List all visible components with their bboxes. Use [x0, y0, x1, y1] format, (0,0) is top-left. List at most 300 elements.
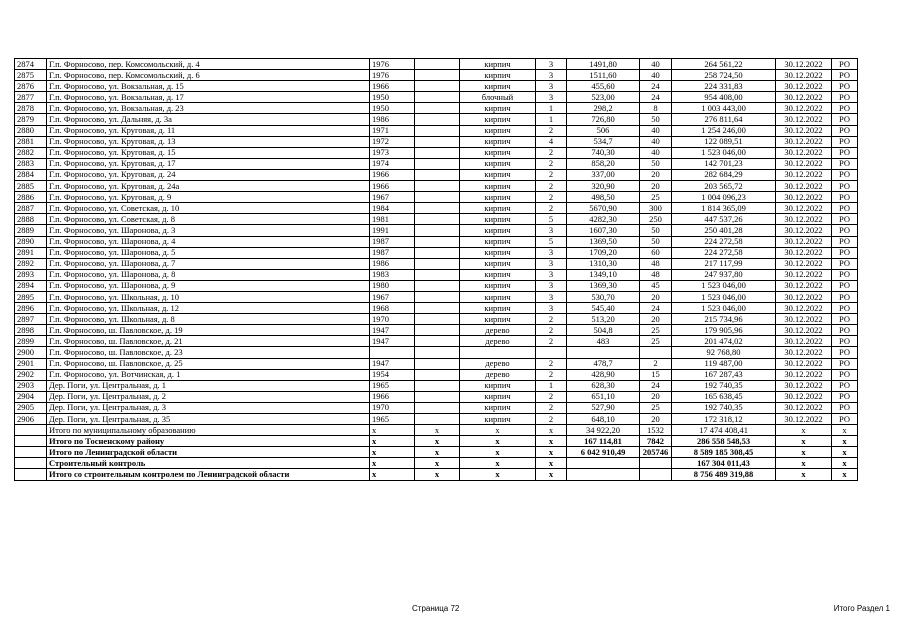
- cell-material: кирпич: [460, 147, 536, 158]
- cell-date: 30.12.2022: [776, 147, 832, 158]
- cell-area: 167 114,81: [567, 436, 640, 447]
- cell-address: Г.п. Форносово, пер. Комсомольский, д. 6: [47, 70, 370, 81]
- cell-cost: 258 724,50: [672, 70, 776, 81]
- cell-date: x: [776, 447, 832, 458]
- cell-type: РО: [832, 380, 858, 391]
- cell-extra: [415, 81, 460, 92]
- cell-year: 1971: [370, 125, 415, 136]
- cell-address: Г.п. Форносово, ул. Школьная, д. 10: [47, 291, 370, 302]
- cell-extra: [415, 136, 460, 147]
- cell-type: РО: [832, 414, 858, 425]
- cell-material: кирпич: [460, 136, 536, 147]
- cell-material: кирпич: [460, 70, 536, 81]
- cell-address: Г.п. Форносово, ул. Круговая, д. 11: [47, 125, 370, 136]
- cell-extra: [415, 103, 460, 114]
- cell-extra: [415, 291, 460, 302]
- cell-area: 1491,80: [567, 59, 640, 70]
- cell-residents: 48: [640, 269, 672, 280]
- cell-date: 30.12.2022: [776, 125, 832, 136]
- cell-date: 30.12.2022: [776, 203, 832, 214]
- cell-area: 298,2: [567, 103, 640, 114]
- cell-number: 2892: [15, 258, 47, 269]
- cell-residents: 250: [640, 214, 672, 225]
- cell-residents: 24: [640, 92, 672, 103]
- cell-number: 2891: [15, 247, 47, 258]
- cell-cost: 167 287,43: [672, 369, 776, 380]
- cell-area: 523,00: [567, 92, 640, 103]
- cell-type: x: [832, 458, 858, 469]
- cell-cost: 247 937,80: [672, 269, 776, 280]
- section-label: Итого Раздел 1: [833, 604, 890, 613]
- cell-date: 30.12.2022: [776, 258, 832, 269]
- cell-area: 34 922,20: [567, 425, 640, 436]
- cell-floors: 5: [536, 214, 567, 225]
- cell-type: РО: [832, 325, 858, 336]
- cell-type: РО: [832, 192, 858, 203]
- cell-floors: 2: [536, 192, 567, 203]
- cell-address: Г.п. Форносово, ул. Вокзальная, д. 17: [47, 92, 370, 103]
- cell-year: 1967: [370, 291, 415, 302]
- cell-address: Г.п. Форносово, ул. Шаронова, д. 5: [47, 247, 370, 258]
- cell-number: 2901: [15, 358, 47, 369]
- cell-number: 2894: [15, 280, 47, 291]
- cell-type: РО: [832, 225, 858, 236]
- cell-cost: 192 740,35: [672, 402, 776, 413]
- table-row: [15, 125, 858, 136]
- cell-material: кирпич: [460, 103, 536, 114]
- cell-extra: [415, 247, 460, 258]
- cell-type: x: [832, 425, 858, 436]
- cell-date: x: [776, 436, 832, 447]
- cell-type: РО: [832, 125, 858, 136]
- cell-address: Г.п. Форносово, ул. Советская, д. 8: [47, 214, 370, 225]
- cell-residents: 8: [640, 103, 672, 114]
- cell-cost: 179 905,96: [672, 325, 776, 336]
- cell-floors: 2: [536, 358, 567, 369]
- cell-number: 2877: [15, 92, 47, 103]
- cell-floors: 3: [536, 303, 567, 314]
- cell-date: x: [776, 469, 832, 480]
- cell-material: кирпич: [460, 258, 536, 269]
- table-row: [15, 225, 858, 236]
- cell-material: кирпич: [460, 291, 536, 302]
- cell-date: 30.12.2022: [776, 325, 832, 336]
- cell-floors: x: [536, 469, 567, 480]
- cell-floors: x: [536, 447, 567, 458]
- cell-floors: 2: [536, 402, 567, 413]
- cell-extra: [415, 125, 460, 136]
- cell-floors: 2: [536, 169, 567, 180]
- cell-type: РО: [832, 169, 858, 180]
- table-row: [15, 347, 858, 358]
- cell-extra: [415, 147, 460, 158]
- cell-residents: 40: [640, 70, 672, 81]
- cell-type: РО: [832, 369, 858, 380]
- cell-floors: 3: [536, 280, 567, 291]
- cell-cost: 203 565,72: [672, 181, 776, 192]
- cell-address: Г.п. Форносово, пер. Комсомольский, д. 4: [47, 59, 370, 70]
- cell-number: 2875: [15, 70, 47, 81]
- cell-floors: 1: [536, 380, 567, 391]
- cell-material: кирпич: [460, 402, 536, 413]
- cell-number: 2895: [15, 291, 47, 302]
- cell-cost: 201 474,02: [672, 336, 776, 347]
- cell-material: дерево: [460, 325, 536, 336]
- cell-date: 30.12.2022: [776, 81, 832, 92]
- cell-extra: x: [415, 447, 460, 458]
- cell-cost: 954 408,00: [672, 92, 776, 103]
- cell-date: 30.12.2022: [776, 314, 832, 325]
- cell-address: Г.п. Форносово, ул. Шаронова, д. 9: [47, 280, 370, 291]
- cell-area: 648,10: [567, 414, 640, 425]
- cell-number: 2900: [15, 347, 47, 358]
- cell-extra: [415, 158, 460, 169]
- cell-extra: [415, 181, 460, 192]
- cell-residents: 40: [640, 136, 672, 147]
- table-row: [15, 336, 858, 347]
- table-row: [15, 425, 858, 436]
- cell-cost: 1 523 046,00: [672, 280, 776, 291]
- cell-date: 30.12.2022: [776, 136, 832, 147]
- cell-extra: [415, 303, 460, 314]
- table-row: [15, 103, 858, 114]
- cell-date: 30.12.2022: [776, 70, 832, 81]
- cell-type: РО: [832, 59, 858, 70]
- cell-floors: x: [536, 425, 567, 436]
- cell-type: РО: [832, 136, 858, 147]
- cell-type: РО: [832, 103, 858, 114]
- cell-floors: 2: [536, 414, 567, 425]
- cell-material: кирпич: [460, 59, 536, 70]
- cell-material: x: [460, 425, 536, 436]
- cell-floors: 2: [536, 325, 567, 336]
- cell-area: 1607,30: [567, 225, 640, 236]
- cell-floors: 2: [536, 314, 567, 325]
- cell-year: 1986: [370, 258, 415, 269]
- cell-address: Г.п. Форносово, ул. Круговая, д. 15: [47, 147, 370, 158]
- cell-year: 1991: [370, 225, 415, 236]
- cell-year: 1967: [370, 192, 415, 203]
- cell-type: РО: [832, 114, 858, 125]
- cell-date: 30.12.2022: [776, 181, 832, 192]
- cell-area: 1511,60: [567, 70, 640, 81]
- cell-cost: 167 304 011,43: [672, 458, 776, 469]
- cell-date: 30.12.2022: [776, 225, 832, 236]
- cell-date: x: [776, 458, 832, 469]
- cell-cost: 1 004 096,23: [672, 192, 776, 203]
- cell-year: 1970: [370, 314, 415, 325]
- cell-type: РО: [832, 391, 858, 402]
- cell-cost: 1 523 046,00: [672, 147, 776, 158]
- cell-material: [460, 347, 536, 358]
- cell-floors: 3: [536, 258, 567, 269]
- cell-type: РО: [832, 214, 858, 225]
- cell-address: Дер. Поги, ул. Центральная, д. 2: [47, 391, 370, 402]
- cell-residents: 300: [640, 203, 672, 214]
- cell-year: 1976: [370, 59, 415, 70]
- cell-year: 1954: [370, 369, 415, 380]
- cell-type: РО: [832, 181, 858, 192]
- cell-residents: 48: [640, 258, 672, 269]
- cell-year: 1974: [370, 158, 415, 169]
- cell-date: 30.12.2022: [776, 402, 832, 413]
- cell-address: Итого по Тосненскому району: [47, 436, 370, 447]
- cell-year: 1987: [370, 236, 415, 247]
- cell-area: 428,90: [567, 369, 640, 380]
- cell-address: Г.п. Форносово, ш. Павловское, д. 25: [47, 358, 370, 369]
- cell-extra: [415, 358, 460, 369]
- cell-cost: 250 401,28: [672, 225, 776, 236]
- table-row: [15, 458, 858, 469]
- cell-number: 2899: [15, 336, 47, 347]
- cell-residents: 40: [640, 125, 672, 136]
- cell-year: 1987: [370, 247, 415, 258]
- cell-year: 1966: [370, 169, 415, 180]
- cell-floors: 2: [536, 336, 567, 347]
- cell-material: кирпич: [460, 203, 536, 214]
- cell-extra: [415, 414, 460, 425]
- cell-residents: 25: [640, 192, 672, 203]
- cell-material: дерево: [460, 369, 536, 380]
- table-row: [15, 414, 858, 425]
- cell-extra: [415, 391, 460, 402]
- cell-date: 30.12.2022: [776, 269, 832, 280]
- cell-address: Г.п. Форносово, ул. Шаронова, д. 7: [47, 258, 370, 269]
- cell-address: Г.п. Форносово, ул. Круговая, д. 24а: [47, 181, 370, 192]
- cell-type: РО: [832, 70, 858, 81]
- cell-address: Г.п. Форносово, ул. Круговая, д. 17: [47, 158, 370, 169]
- cell-extra: [415, 59, 460, 70]
- cell-number: 2881: [15, 136, 47, 147]
- cell-year: 1980: [370, 280, 415, 291]
- cell-material: кирпич: [460, 192, 536, 203]
- cell-number: 2885: [15, 181, 47, 192]
- cell-residents: 7842: [640, 436, 672, 447]
- cell-area: 6 042 910,49: [567, 447, 640, 458]
- cell-area: 478,7: [567, 358, 640, 369]
- cell-residents: 45: [640, 280, 672, 291]
- table-row: [15, 236, 858, 247]
- table-row: [15, 447, 858, 458]
- cell-extra: [415, 92, 460, 103]
- cell-date: 30.12.2022: [776, 291, 832, 302]
- cell-date: 30.12.2022: [776, 158, 832, 169]
- cell-date: 30.12.2022: [776, 92, 832, 103]
- cell-date: 30.12.2022: [776, 103, 832, 114]
- cell-residents: 24: [640, 81, 672, 92]
- cell-number: 2883: [15, 158, 47, 169]
- cell-type: РО: [832, 280, 858, 291]
- housing-registry-table: [14, 58, 858, 481]
- cell-type: РО: [832, 336, 858, 347]
- cell-address: Г.п. Форносово, ул. Круговая, д. 24: [47, 169, 370, 180]
- cell-year: 1970: [370, 402, 415, 413]
- cell-number: 2904: [15, 391, 47, 402]
- cell-address: Строительный контроль: [47, 458, 370, 469]
- cell-number: [15, 436, 47, 447]
- cell-area: 1709,20: [567, 247, 640, 258]
- cell-type: РО: [832, 303, 858, 314]
- cell-number: 2882: [15, 147, 47, 158]
- cell-cost: 282 684,29: [672, 169, 776, 180]
- cell-year: x: [370, 447, 415, 458]
- cell-address: Г.п. Форносово, ул. Дальняя, д. 3а: [47, 114, 370, 125]
- cell-number: [15, 458, 47, 469]
- cell-date: 30.12.2022: [776, 303, 832, 314]
- cell-floors: 3: [536, 291, 567, 302]
- cell-extra: [415, 114, 460, 125]
- cell-date: x: [776, 425, 832, 436]
- cell-year: 1966: [370, 81, 415, 92]
- cell-type: x: [832, 447, 858, 458]
- table-row: [15, 214, 858, 225]
- cell-residents: 24: [640, 303, 672, 314]
- cell-residents: 25: [640, 402, 672, 413]
- cell-floors: 2: [536, 369, 567, 380]
- table-row: [15, 92, 858, 103]
- cell-number: 2888: [15, 214, 47, 225]
- cell-area: 1349,10: [567, 269, 640, 280]
- cell-type: x: [832, 469, 858, 480]
- cell-area: 1310,30: [567, 258, 640, 269]
- cell-year: 1986: [370, 114, 415, 125]
- cell-number: 2889: [15, 225, 47, 236]
- cell-number: [15, 425, 47, 436]
- cell-year: 1947: [370, 358, 415, 369]
- cell-floors: 2: [536, 181, 567, 192]
- cell-cost: 172 318,12: [672, 414, 776, 425]
- cell-number: 2886: [15, 192, 47, 203]
- cell-residents: 25: [640, 325, 672, 336]
- cell-material: кирпич: [460, 303, 536, 314]
- cell-year: 1984: [370, 203, 415, 214]
- cell-extra: [415, 214, 460, 225]
- table-row: [15, 469, 858, 480]
- cell-type: РО: [832, 236, 858, 247]
- cell-extra: [415, 336, 460, 347]
- cell-area: 455,60: [567, 81, 640, 92]
- cell-floors: [536, 347, 567, 358]
- cell-type: РО: [832, 92, 858, 103]
- cell-area: 320,90: [567, 181, 640, 192]
- cell-extra: x: [415, 469, 460, 480]
- cell-address: Г.п. Форносово, ул. Вотчинская, д. 1: [47, 369, 370, 380]
- cell-residents: 50: [640, 158, 672, 169]
- cell-residents: 20: [640, 391, 672, 402]
- table-row: [15, 258, 858, 269]
- cell-residents: 50: [640, 114, 672, 125]
- cell-year: 1983: [370, 269, 415, 280]
- cell-extra: [415, 325, 460, 336]
- cell-area: 726,80: [567, 114, 640, 125]
- cell-cost: 165 638,45: [672, 391, 776, 402]
- cell-number: 2897: [15, 314, 47, 325]
- cell-number: 2905: [15, 402, 47, 413]
- cell-cost: 224 272,58: [672, 247, 776, 258]
- cell-floors: 4: [536, 136, 567, 147]
- cell-type: РО: [832, 269, 858, 280]
- cell-material: x: [460, 436, 536, 447]
- cell-address: Г.п. Форносово, ул. Вокзальная, д. 15: [47, 81, 370, 92]
- cell-date: 30.12.2022: [776, 214, 832, 225]
- cell-cost: 264 561,22: [672, 59, 776, 70]
- table-row: [15, 391, 858, 402]
- cell-material: кирпич: [460, 247, 536, 258]
- cell-date: 30.12.2022: [776, 236, 832, 247]
- cell-year: x: [370, 469, 415, 480]
- cell-extra: [415, 225, 460, 236]
- cell-address: Дер. Поги, ул. Центральная, д. 3: [47, 402, 370, 413]
- table-row: [15, 369, 858, 380]
- cell-material: кирпич: [460, 181, 536, 192]
- cell-area: 506: [567, 125, 640, 136]
- table-row: [15, 70, 858, 81]
- cell-address: Г.п. Форносово, ул. Шаронова, д. 4: [47, 236, 370, 247]
- cell-area: 1369,30: [567, 280, 640, 291]
- cell-area: 858,20: [567, 158, 640, 169]
- cell-floors: 2: [536, 125, 567, 136]
- cell-year: 1972: [370, 136, 415, 147]
- cell-number: 2887: [15, 203, 47, 214]
- cell-extra: x: [415, 458, 460, 469]
- cell-date: 30.12.2022: [776, 114, 832, 125]
- cell-year: x: [370, 458, 415, 469]
- cell-floors: 3: [536, 70, 567, 81]
- cell-material: блочный: [460, 92, 536, 103]
- cell-date: 30.12.2022: [776, 280, 832, 291]
- cell-number: 2874: [15, 59, 47, 70]
- cell-number: 2906: [15, 414, 47, 425]
- cell-residents: 20: [640, 314, 672, 325]
- cell-year: 1965: [370, 414, 415, 425]
- cell-cost: 122 089,51: [672, 136, 776, 147]
- table-row: [15, 303, 858, 314]
- cell-address: Г.п. Форносово, ул. Школьная, д. 12: [47, 303, 370, 314]
- cell-year: 1966: [370, 391, 415, 402]
- cell-year: x: [370, 436, 415, 447]
- cell-floors: 3: [536, 225, 567, 236]
- cell-material: кирпич: [460, 81, 536, 92]
- table-row: [15, 203, 858, 214]
- cell-floors: 3: [536, 59, 567, 70]
- cell-number: 2884: [15, 169, 47, 180]
- cell-residents: 20: [640, 291, 672, 302]
- cell-date: 30.12.2022: [776, 336, 832, 347]
- cell-area: [567, 458, 640, 469]
- cell-extra: [415, 70, 460, 81]
- cell-material: дерево: [460, 336, 536, 347]
- cell-floors: 3: [536, 247, 567, 258]
- cell-extra: [415, 280, 460, 291]
- cell-date: 30.12.2022: [776, 247, 832, 258]
- table-row: [15, 380, 858, 391]
- cell-residents: 40: [640, 59, 672, 70]
- cell-residents: [640, 347, 672, 358]
- cell-material: кирпич: [460, 169, 536, 180]
- cell-cost: 1 523 046,00: [672, 303, 776, 314]
- cell-type: РО: [832, 314, 858, 325]
- cell-extra: [415, 347, 460, 358]
- cell-year: 1947: [370, 325, 415, 336]
- cell-type: РО: [832, 247, 858, 258]
- cell-cost: 1 254 246,00: [672, 125, 776, 136]
- cell-year: 1981: [370, 214, 415, 225]
- cell-area: 504,8: [567, 325, 640, 336]
- cell-residents: 50: [640, 236, 672, 247]
- cell-extra: x: [415, 425, 460, 436]
- cell-type: РО: [832, 402, 858, 413]
- cell-material: кирпич: [460, 114, 536, 125]
